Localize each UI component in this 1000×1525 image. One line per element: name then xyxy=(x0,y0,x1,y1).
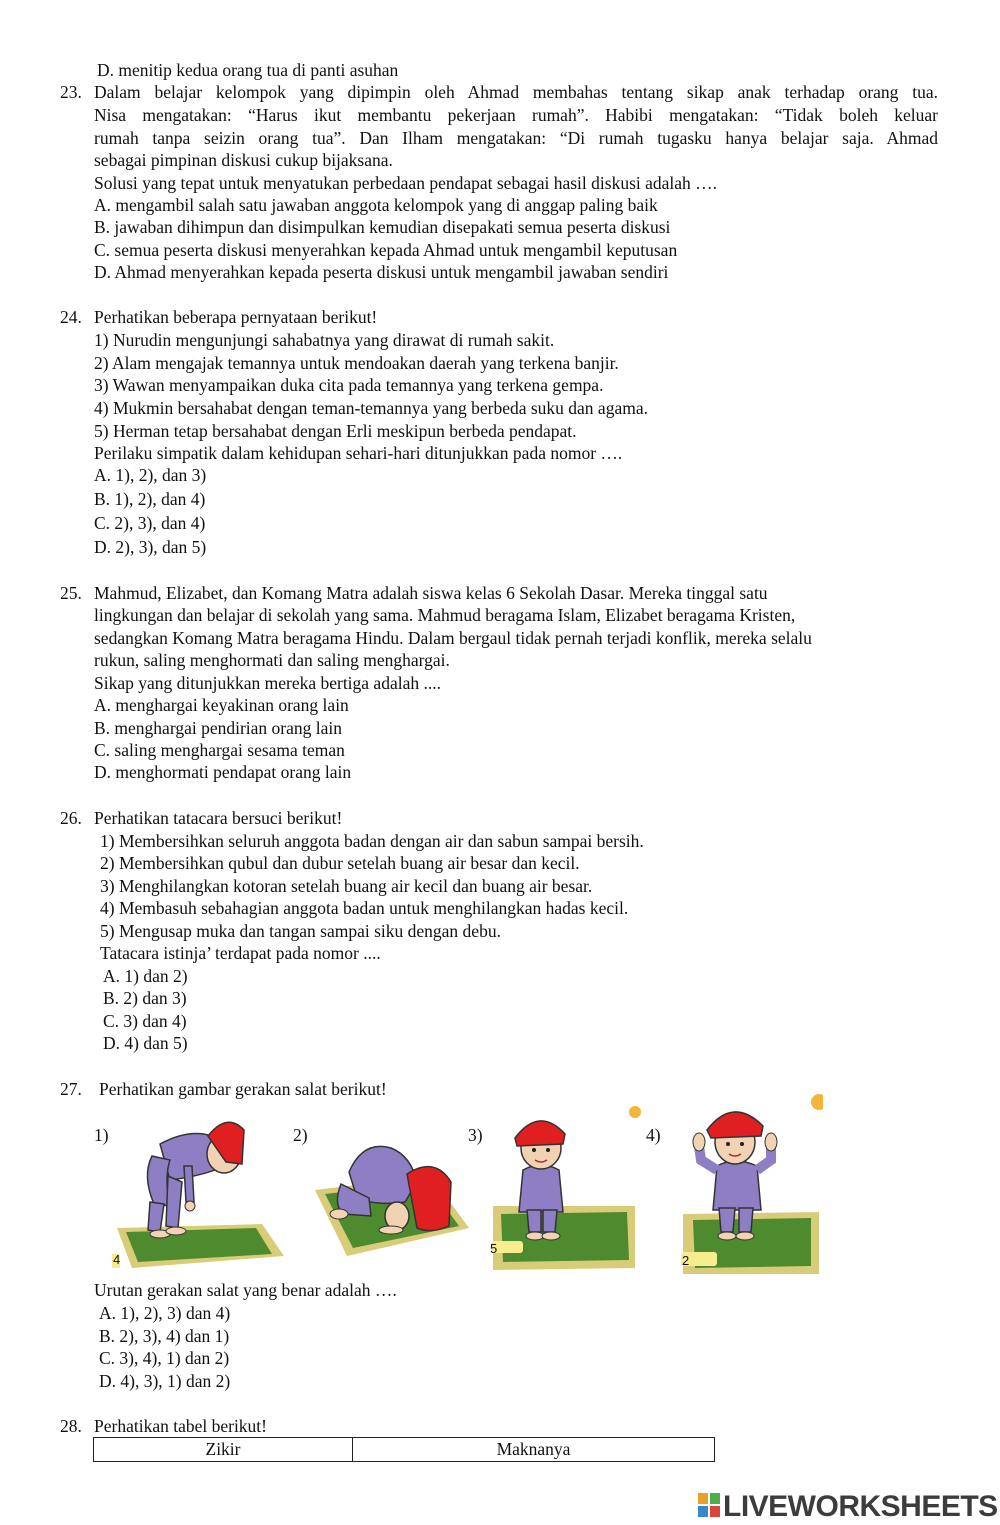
q23-option-c[interactable]: C. semua peserta diskusi menyerahkan kepada Ahmad untuk mengambil keputusan xyxy=(94,240,678,260)
q25-number: 25. xyxy=(60,583,82,603)
q26-prompt: Tatacara istinja’ terdapat pada nomor .... xyxy=(100,943,381,963)
q28-title: Perhatikan tabel berikut! xyxy=(94,1416,267,1436)
table-header-row xyxy=(94,1438,715,1462)
liveworksheets-logo-icon xyxy=(698,1493,720,1517)
q25-line-2: lingkungan dan belajar di sekolah yang sama. Mahmud beragama Islam, Elizabet beragama Kristen, xyxy=(94,605,796,625)
q23-line-2: Nisa mengatakan: “Harus ikut membantu pekerjaan rumah”. Habibi mengatakan: “Tidak boleh keluar xyxy=(94,105,938,125)
q23-line-1: Dalam belajar kelompok yang dipimpin oleh Ahmad membahas tentang sikap anak terhadap orang tua. xyxy=(94,82,938,102)
q24-item-1: 1) Nurudin mengunjungi sahabatnya yang dirawat di rumah sakit. xyxy=(94,330,555,350)
figure-label-4: 4) xyxy=(646,1125,661,1145)
q23-option-a[interactable]: A. mengambil salah satu jawaban anggota kelompok yang di anggap paling baik xyxy=(94,195,658,215)
figure-label-1: 1) xyxy=(94,1125,109,1145)
q27-option-a[interactable]: A. 1), 2), 3) dan 4) xyxy=(99,1303,231,1323)
q24-item-5: 5) Herman tetap bersahabat dengan Erli meskipun berbeda pendapat. xyxy=(94,421,577,441)
q26-option-d[interactable]: D. 4) dan 5) xyxy=(103,1033,188,1053)
liveworksheets-logo xyxy=(698,1490,998,1524)
q26-item-3: 3) Menghilangkan kotoran setelah buang air kecil dan buang air besar. xyxy=(100,876,593,896)
q23-prompt: Solusi yang tepat untuk menyatukan perbedaan pendapat sebagai hasil diskusi adalah …. xyxy=(94,173,718,193)
figure-label-3: 3) xyxy=(468,1125,483,1145)
q27-prompt: Urutan gerakan salat yang benar adalah …. xyxy=(94,1280,397,1300)
q26-option-c[interactable]: C. 3) dan 4) xyxy=(103,1011,187,1031)
q23-option-d[interactable]: D. Ahmad menyerahkan kepada peserta diskusi untuk mengambil jawaban sendiri xyxy=(94,262,669,282)
salat-sujud-illustration xyxy=(313,1118,471,1272)
salat-takbir-illustration xyxy=(681,1094,823,1276)
q27-option-b[interactable]: B. 2), 3), 4) dan 1) xyxy=(99,1326,230,1346)
q23-line-4: sebagai pimpinan diskusi cukup bijaksana. xyxy=(94,150,393,170)
q27-number: 27. xyxy=(60,1079,82,1099)
q22-option-d: D. menitip kedua orang tua di panti asuhan xyxy=(97,60,399,80)
q25-option-d[interactable]: D. menghormati pendapat orang lain xyxy=(94,762,352,782)
q27-option-c[interactable]: C. 3), 4), 1) dan 2) xyxy=(99,1348,230,1368)
mat-label-4: 4 xyxy=(113,1252,121,1267)
q23-line-3: rumah tanpa seizin orang tua”. Dan Ilham mengatakan: “Di rumah tugasku hanya belajar saja. Ahmad xyxy=(94,128,938,148)
q24-option-b[interactable]: B. 1), 2), dan 4) xyxy=(94,489,206,509)
q25-line-3: sedangkan Komang Matra beragama Hindu. Dalam bergaul tidak pernah terjadi konflik, mereka selalu xyxy=(94,628,812,648)
q26-title: Perhatikan tatacara bersuci berikut! xyxy=(94,808,343,828)
salat-ruku-illustration xyxy=(112,1106,292,1274)
q25-option-b[interactable]: B. menghargai pendirian orang lain xyxy=(94,718,343,738)
q24-option-c[interactable]: C. 2), 3), dan 4) xyxy=(94,513,206,533)
zikir-table xyxy=(93,1437,715,1462)
q24-title: Perhatikan beberapa pernyataan berikut! xyxy=(94,307,378,327)
q26-item-2: 2) Membersihkan qubul dan dubur setelah buang air besar dan kecil. xyxy=(100,853,580,873)
q24-item-4: 4) Mukmin bersahabat dengan teman-temannya yang berbeda suku dan agama. xyxy=(94,398,648,418)
mat-label-5: 5 xyxy=(490,1241,498,1256)
q25-option-a[interactable]: A. menghargai keyakinan orang lain xyxy=(94,695,349,715)
q26-item-1: 1) Membersihkan seluruh anggota badan dengan air dan sabun sampai bersih. xyxy=(100,831,644,851)
q25-prompt: Sikap yang ditunjukkan mereka bertiga adalah .... xyxy=(94,673,441,693)
q26-number: 26. xyxy=(60,808,82,828)
q26-option-b[interactable]: B. 2) dan 3) xyxy=(103,988,187,1008)
table-header-zikir: Zikir xyxy=(94,1438,353,1462)
q28-number: 28. xyxy=(60,1416,82,1436)
table-header-maknanya: Maknanya xyxy=(353,1438,715,1462)
q25-line-1: Mahmud, Elizabet, dan Komang Matra adalah siswa kelas 6 Sekolah Dasar. Mereka tinggal satu xyxy=(94,583,768,603)
q25-line-4: rukun, saling menghormati dan saling menghargai. xyxy=(94,650,450,670)
liveworksheets-logo-text: LIVEWORKSHEETS xyxy=(723,1490,998,1523)
q24-option-a[interactable]: A. 1), 2), dan 3) xyxy=(94,465,207,485)
q26-item-5: 5) Mengusap muka dan tangan sampai siku dengan debu. xyxy=(100,921,501,941)
salat-qiyam-illustration xyxy=(491,1106,641,1276)
q24-prompt: Perilaku simpatik dalam kehidupan sehari-hari ditunjukkan pada nomor …. xyxy=(94,443,623,463)
q27-option-d[interactable]: D. 4), 3), 1) dan 2) xyxy=(99,1371,231,1391)
q24-number: 24. xyxy=(60,307,82,327)
q24-item-2: 2) Alam mengajak temannya untuk mendoakan daerah yang terkena banjir. xyxy=(94,353,619,373)
q24-option-d[interactable]: D. 2), 3), dan 5) xyxy=(94,537,207,557)
mat-label-2: 2 xyxy=(682,1253,690,1268)
q27-title: Perhatikan gambar gerakan salat berikut! xyxy=(99,1079,387,1099)
q23-option-b[interactable]: B. jawaban dihimpun dan disimpulkan kemudian disepakati semua peserta diskusi xyxy=(94,217,671,237)
q23-number: 23. xyxy=(60,82,82,102)
q25-option-c[interactable]: C. saling menghargai sesama teman xyxy=(94,740,345,760)
figure-label-2: 2) xyxy=(293,1125,308,1145)
q26-option-a[interactable]: A. 1) dan 2) xyxy=(103,966,188,986)
q24-item-3: 3) Wawan menyampaikan duka cita pada temannya yang terkena gempa. xyxy=(94,375,604,395)
q26-item-4: 4) Membasuh sebahagian anggota badan untuk menghilangkan hadas kecil. xyxy=(100,898,629,918)
